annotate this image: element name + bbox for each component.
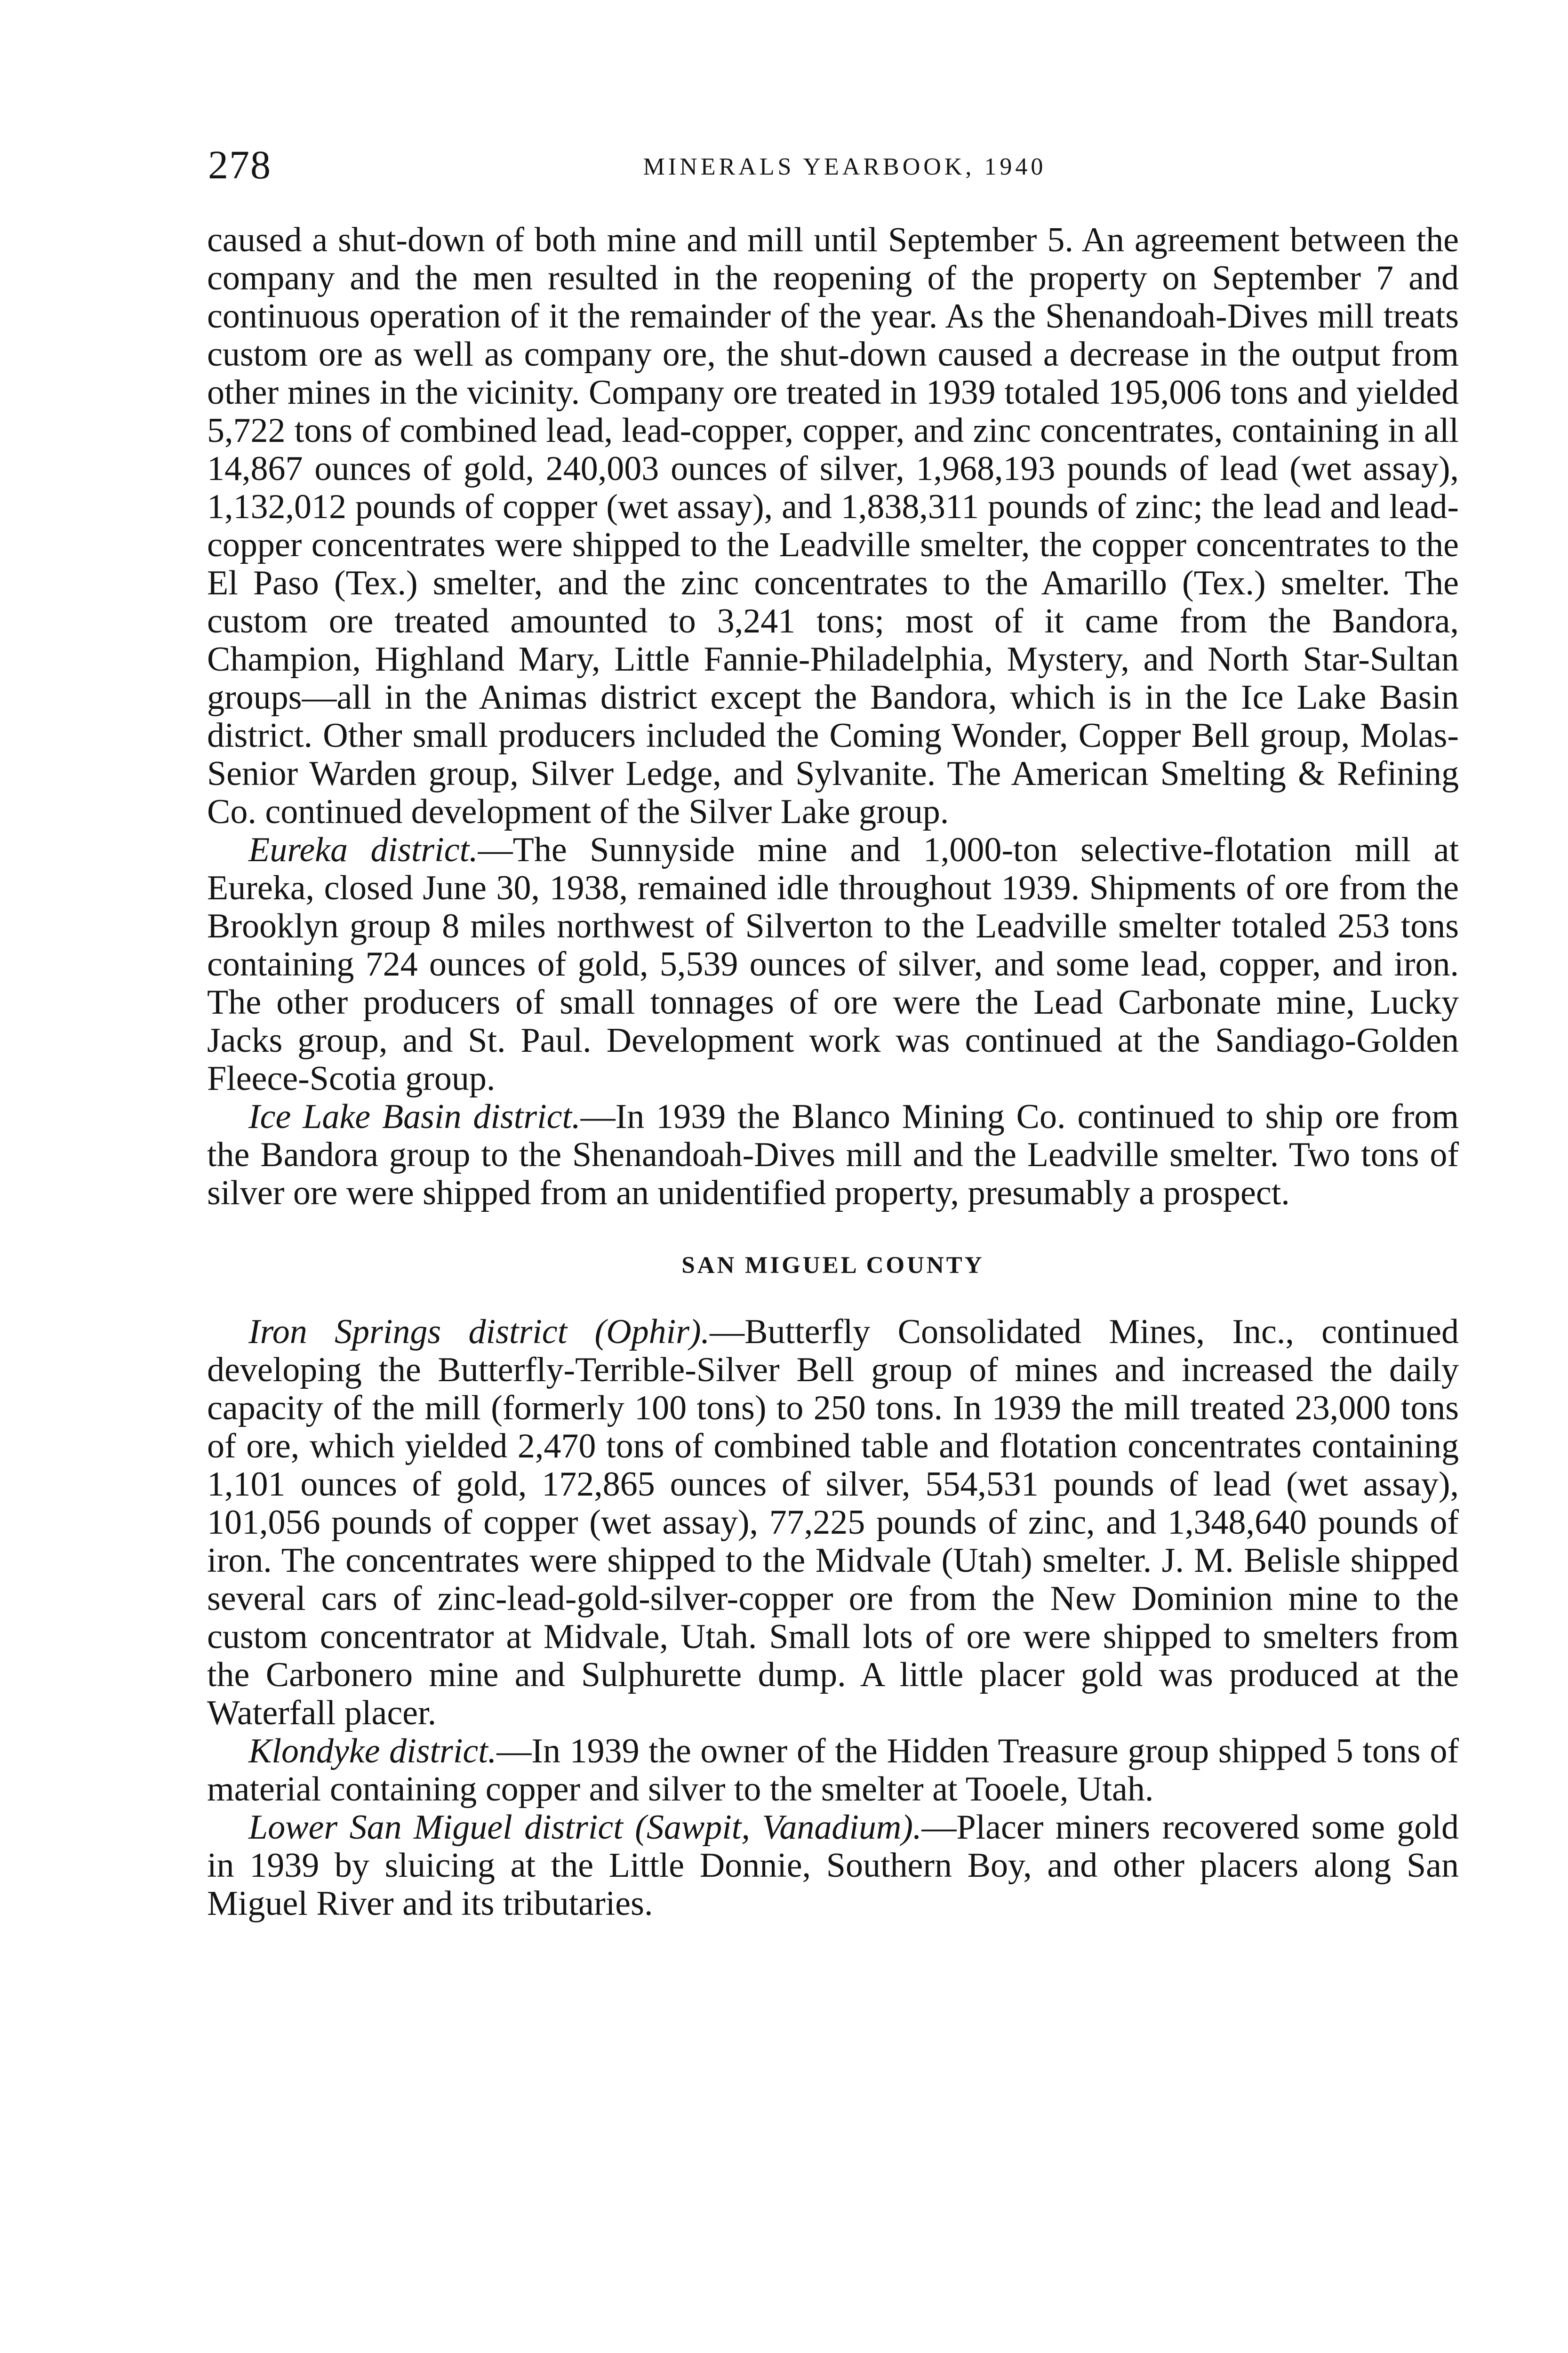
paragraph-text: caused a shut-down of both mine and mill until September 5. An agreement between the company and the men resulted in the reopening of the property on September 7 and continuous operation of it the remainder of the year. As the Shenandoah-Dives mill treats custom ore as well as company ore, the shut-down caused a decrease in the output from other mines in the vicinity. Company ore treated in 1939 totaled 195,006 tons and yielded 5,722 tons of combined lead, lead-copper, copper, and zinc concentrates, containing in all 14,867 ounces of gold, 240,003 ounces of silver, 1,968,193 pounds of lead (wet assay), 1,132,012 pounds of copper (wet assay), and 1,838,311 pounds of zinc; the lead and lead-copper concentrates were shipped to the Leadville smelter, the copper concentrates to the El Paso (Tex.) smelter, and the zinc concentrates to the Amarillo (Tex.) smelter. The custom ore treated amounted to 3,241 tons; most of it came from the Bandora, Champion, Highland Mary, Little Fannie-Philadelphia, Mystery, and North Star-Sultan groups—all in the Animas district except the Bandora, which is in the Ice Lake Basin district. Other small producers included the Coming Wonder, Copper Bell group, Molas-Senior Warden group, Silver Ledge, and Sylvanite. The American Smelting & Refining Co. continued development of the Silver Lake group. (207, 221, 1459, 831)
page-number: 278 (208, 142, 272, 187)
paragraph-text: —The Sunnyside mine and 1,000-ton selective-flotation mill at Eureka, closed June 30, 1938, remained idle throughout 1939. Shipments of ore from the Brooklyn group 8 miles northwest of Silverton to the Leadville smelter totaled 253 tons containing 724 ounces of gold, 5,539 ounces of silver, and some lead, copper, and iron. The other producers of small tonnages of ore were the Lead Carbonate mine, Lucky Jacks group, and St. Paul. Development work was continued at the Sandiago-Golden Fleece-Scotia group. (207, 831, 1459, 1098)
paragraph-iron-springs-district (207, 1313, 1459, 1732)
paragraph-text: —Butterfly Consolidated Mines, Inc., continued developing the Butterfly-Terrible-Silver Bell group of mines and increased the daily capacity of the mill (formerly 100 tons) to 250 tons. In 1939 the mill treated 23,000 tons of ore, which yielded 2,470 tons of combined table and flotation concentrates containing 1,101 ounces of gold, 172,865 ounces of silver, 554,531 pounds of lead (wet assay), 101,056 pounds of copper (wet assay), 77,225 pounds of zinc, and 1,348,640 pounds of iron. The concentrates were shipped to the Midvale (Utah) smelter. J. M. Belisle shipped several cars of zinc-lead-gold-silver-copper ore from the New Dominion mine to the custom concentrator at Midvale, Utah. Small lots of ore were shipped to smelters from the Carbonero mine and Sulphurette dump. A little placer gold was produced at the Waterfall placer. (207, 1313, 1459, 1732)
paragraph-continuation (207, 221, 1459, 831)
body-text-top (207, 221, 1459, 1212)
district-name: Klondyke district. (248, 1732, 497, 1770)
paragraph-text: —In 1939 the Blanco Mining Co. continued to ship ore from the Bandora group to the Shenandoah-Dives mill and the Leadville smelter. Two tons of silver ore were shipped from an unidentified property, presumably a prospect. (207, 1097, 1459, 1212)
district-name: Ice Lake Basin district. (248, 1097, 581, 1136)
district-name: Iron Springs district (Ophir). (248, 1313, 710, 1351)
running-title: MINERALS YEARBOOK, 1940 (643, 153, 1047, 180)
paragraph-eureka-district (207, 831, 1459, 1098)
paragraph-lower-san-miguel-district (207, 1809, 1459, 1923)
body-text-bottom (207, 1313, 1459, 1923)
paragraph-ice-lake-basin-district (207, 1098, 1459, 1212)
section-heading: SAN MIGUEL COUNTY (681, 1252, 984, 1279)
paragraph-klondyke-district (207, 1732, 1459, 1809)
district-name: Eureka district. (248, 831, 478, 869)
document-page (207, 136, 1459, 1923)
paragraph-text: —In 1939 the owner of the Hidden Treasure group shipped 5 tons of material containing copper and silver to the smelter at Tooele, Utah. (207, 1732, 1459, 1809)
paragraph-text: —Placer miners recovered some gold in 1939 by sluicing at the Little Donnie, Southern Boy, and other placers along San Miguel River and its tributaries. (207, 1808, 1459, 1923)
district-name: Lower San Miguel district (Sawpit, Vanadium). (248, 1808, 922, 1847)
running-head (207, 136, 1459, 202)
